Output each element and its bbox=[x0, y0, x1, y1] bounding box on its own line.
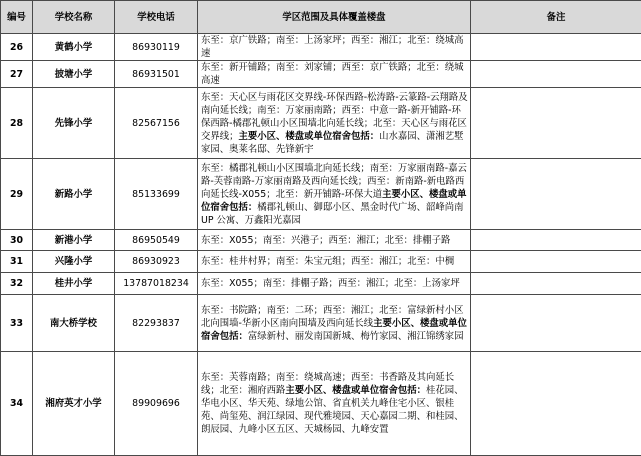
table-header-row bbox=[1, 1, 641, 34]
main-label: 主要小区、楼盘或单位宿舍包括： bbox=[239, 131, 380, 142]
main-communities: 山水嘉园、潇湘艺墅家园、奥莱名邸、先锋新宇 bbox=[201, 131, 464, 155]
school-name: 新路小学 bbox=[33, 159, 115, 230]
header-note: 备注 bbox=[471, 1, 641, 34]
school-phone: 86930923 bbox=[115, 251, 198, 273]
school-phone: 86950549 bbox=[115, 230, 198, 251]
note-cell bbox=[471, 34, 641, 61]
school-name: 新港小学 bbox=[33, 230, 115, 251]
range-text: 东至：X055；南至：排棚子路；西至：湘江；北至：上汤家坪 bbox=[201, 278, 460, 289]
district-range bbox=[198, 61, 471, 88]
note-cell bbox=[471, 88, 641, 159]
header-school-name: 学校名称 bbox=[33, 1, 115, 34]
table-row bbox=[1, 295, 641, 352]
note-cell bbox=[471, 295, 641, 352]
row-number: 32 bbox=[1, 273, 33, 295]
school-phone: 82293837 bbox=[115, 295, 198, 352]
table-row bbox=[1, 352, 641, 456]
note-cell bbox=[471, 159, 641, 230]
district-range bbox=[198, 352, 471, 456]
range-text: 东至：京广铁路；南至：上汤家坪；西至：湘江；北至：绕城高速 bbox=[201, 35, 464, 59]
school-name: 先锋小学 bbox=[33, 88, 115, 159]
school-phone: 13787018234 bbox=[115, 273, 198, 295]
note-cell bbox=[471, 230, 641, 251]
range-text: 东至：芙蓉南路；南至：绕城高速；西至：书香路及其向延长线；北至：湘府西路 bbox=[201, 372, 454, 396]
school-name: 披塘小学 bbox=[33, 61, 115, 88]
district-range bbox=[198, 273, 471, 295]
range-text: 东至：天心区与雨花区交界线-环保西路-松涛路-云篆路-云翔路及南向延长线；南至：万家丽南路；西至：中意一路-新开铺路-环保西路-橘郡礼顿山小区围墙北向延长线；北至：天心区与雨花区交界线； bbox=[201, 92, 468, 142]
school-name: 兴隆小学 bbox=[33, 251, 115, 273]
note-cell bbox=[471, 61, 641, 88]
range-text: 东至：橘郡礼顿山小区围墙北向延长线；南至：万家丽南路-嘉云路-芙蓉南路-万家丽南路及西向延长线；西至：新南路-新电路西向延长线-X055；北至：新开铺路-环保大道 bbox=[201, 163, 467, 200]
school-name: 南大桥学校 bbox=[33, 295, 115, 352]
row-number: 26 bbox=[1, 34, 33, 61]
table-row bbox=[1, 230, 641, 251]
main-communities: 富绿新村、丽发南国新城、梅竹家园、湘江锦绣家园 bbox=[248, 331, 464, 342]
school-phone: 86930119 bbox=[115, 34, 198, 61]
range-text: 东至：X055；南至：兴港子；西至：湘江；北至：排棚子路 bbox=[201, 235, 450, 246]
row-number: 34 bbox=[1, 352, 33, 456]
school-name: 黄鹤小学 bbox=[33, 34, 115, 61]
district-range bbox=[198, 295, 471, 352]
row-number: 31 bbox=[1, 251, 33, 273]
school-name: 桂井小学 bbox=[33, 273, 115, 295]
district-range bbox=[198, 159, 471, 230]
header-school-phone: 学校电话 bbox=[115, 1, 198, 34]
note-cell bbox=[471, 251, 641, 273]
main-label: 主要小区、楼盘或单位宿舍包括： bbox=[201, 318, 467, 342]
school-phone: 85133699 bbox=[115, 159, 198, 230]
table-row bbox=[1, 88, 641, 159]
note-cell bbox=[471, 273, 641, 295]
row-number: 28 bbox=[1, 88, 33, 159]
header-district-range: 学区范围及具体覆盖楼盘 bbox=[198, 1, 471, 34]
district-range bbox=[198, 34, 471, 61]
school-name: 湘府英才小学 bbox=[33, 352, 115, 456]
school-phone: 86931501 bbox=[115, 61, 198, 88]
row-number: 29 bbox=[1, 159, 33, 230]
school-phone: 89909696 bbox=[115, 352, 198, 456]
range-text: 东至：桂井村界；南至：朱宝元组；西至：湘江；北至：中椆 bbox=[201, 256, 454, 267]
main-communities: 橘郡礼顿山、御邸小区、黑金时代广场、韶峰尚南 UP 公寓、万鑫阳光嘉园 bbox=[201, 202, 464, 226]
main-label: 主要小区、楼盘或单位宿舍包括： bbox=[285, 385, 426, 396]
district-range bbox=[198, 88, 471, 159]
table-row bbox=[1, 251, 641, 273]
main-communities: 桂花园、华电小区、华天苑、绿地公馆、省直机关九峰住宅小区、银桂苑、尚玺苑、润江绿园、现代雅境园、天心嘉园二期、和桂园、朗辰园、九峰小区五区、天城杨园、九峰安置 bbox=[201, 385, 464, 435]
note-cell bbox=[471, 352, 641, 456]
table-row bbox=[1, 34, 641, 61]
header-no: 编号 bbox=[1, 1, 33, 34]
table-row bbox=[1, 273, 641, 295]
row-number: 27 bbox=[1, 61, 33, 88]
main-label: 主要小区、楼盘或单位宿舍包括： bbox=[201, 189, 466, 213]
row-number: 33 bbox=[1, 295, 33, 352]
table-row bbox=[1, 61, 641, 88]
school-phone: 82567156 bbox=[115, 88, 198, 159]
row-number: 30 bbox=[1, 230, 33, 251]
range-text: 东至：新开铺路；南至：刘家铺；西至：京广铁路；北至：绕城高速 bbox=[201, 62, 464, 86]
table-row bbox=[1, 159, 641, 230]
range-text: 东至：书院路；南至：二环；西至：湘江；北至：富绿新村小区北向围墙-华新小区南向围墙及西向延长线 bbox=[201, 305, 464, 329]
district-range bbox=[198, 251, 471, 273]
district-range bbox=[198, 230, 471, 251]
